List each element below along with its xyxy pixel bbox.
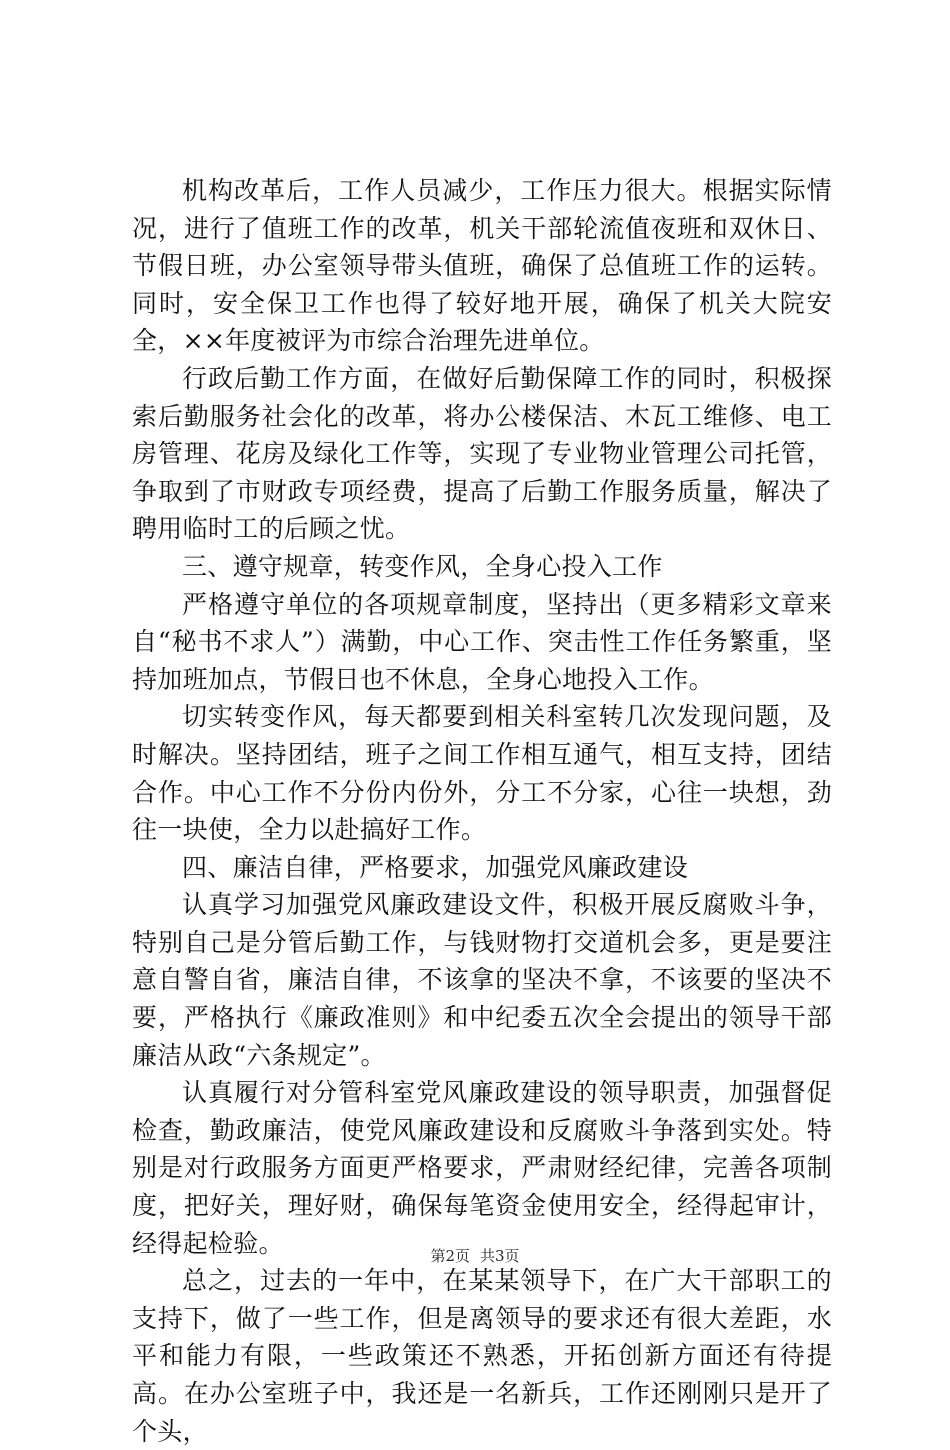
paragraph-work-style: 切实转变作风，每天都要到相关科室转几次发现问题，及时解决。坚持团结，班子之间工作相互通气，相互支持，团结合作。中心工作不分份内份外，分工不分家，心往一块想，劲往一块使，全力以赴搞好工作。 xyxy=(132,702,832,845)
paragraph-rules: 严格遵守单位的各项规章制度，坚持出（更多精彩文章来自“秘书不求人”）满勤，中心工作、突击性工作任务繁重，坚持加班加点，节假日也不休息，全身心地投入工作。 xyxy=(132,589,832,694)
section-heading-three: 三、遵守规章，转变作风，全身心投入工作 xyxy=(182,551,663,581)
paragraph-duty-reform: 机构改革后，工作人员减少，工作压力很大。根据实际情况，进行了值班工作的改革，机关干部轮流值夜班和双休日、节假日班，办公室领导带头值班，确保了总值班工作的运转。同时，安全保卫工作也得了较好地开展，确保了机关大院安全，××年度被评为市综合治理先进单位。 xyxy=(132,176,832,356)
section-heading-four: 四、廉洁自律，严格要求，加强党风廉政建设 xyxy=(182,852,689,882)
page-number-total: 共3页 xyxy=(480,1247,520,1265)
paragraph-summary: 总之，过去的一年中，在某某领导下，在广大干部职工的支持下，做了一些工作，但是离领导的要求还有很大差距，水平和能力有限，一些政策还不熟悉，开拓创新方面还有待提高。在办公室班子中，我还是一名新兵，工作还刚刚只是开了个头， xyxy=(132,1266,832,1446)
paragraph-integrity-duty: 认真履行对分管科室党风廉政建设的领导职责，加强督促检查，勤政廉洁，使党风廉政建设和反腐败斗争落到实处。特别是对行政服务方面更严格要求，严肃财经纪律，完善各项制度，把好关，理好财，确保每笔资金使用安全，经得起审计，经得起检验。 xyxy=(132,1078,832,1258)
page-number-current: 第2页 xyxy=(430,1247,470,1265)
page-footer xyxy=(0,1246,950,1266)
paragraph-logistics: 行政后勤工作方面，在做好后勤保障工作的同时，积极探索后勤服务社会化的改革，将办公楼保洁、木瓦工维修、电工房管理、花房及绿化工作等，实现了专业物业管理公司托管，争取到了市财政专项经费，提高了后勤工作服务质量，解决了聘用临时工的后顾之忧。 xyxy=(132,363,832,544)
paragraph-integrity-study: 认真学习加强党风廉政建设文件，积极开展反腐败斗争，特别自己是分管后勤工作，与钱财物打交道机会多，更是要注意自警自省，廉洁自律，不该拿的坚决不拿，不该要的坚决不要，严格执行《廉政准则》和中纪委五次全会提出的领导干部廉洁从政“六条规定”。 xyxy=(132,890,832,1070)
